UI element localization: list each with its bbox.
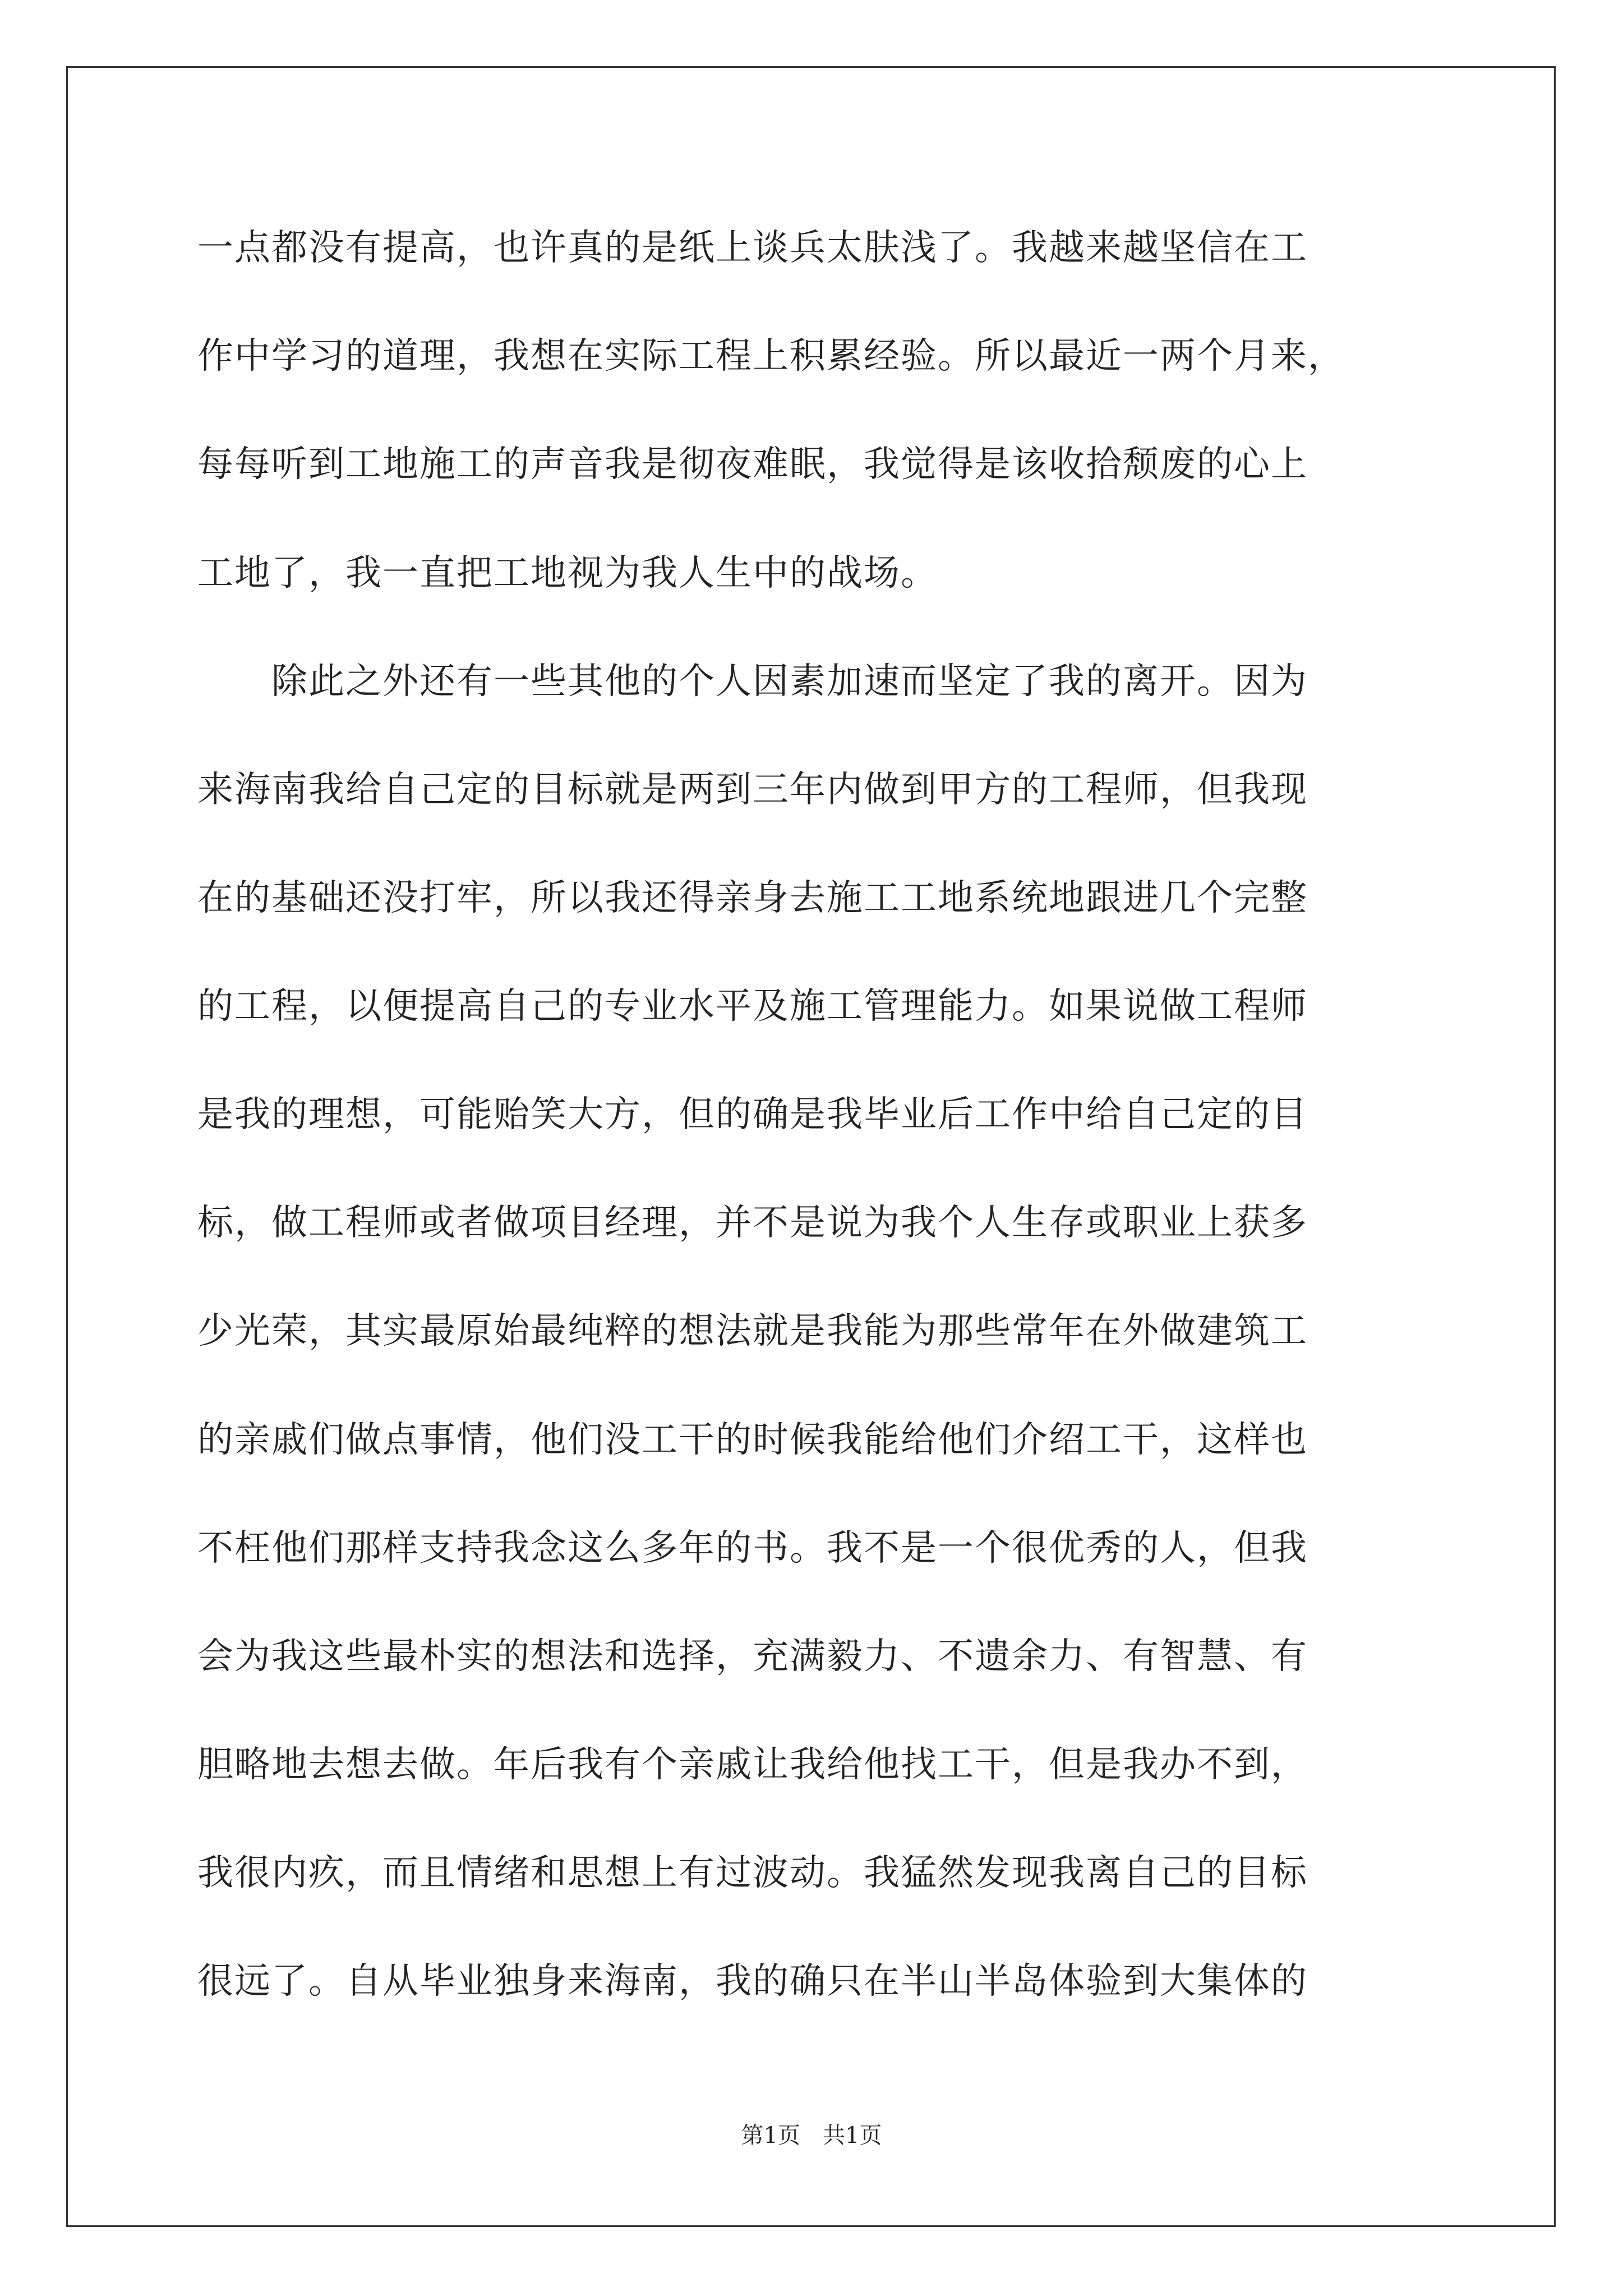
text-line: 工地了，我一直把工地视为我人生中的战场。 <box>197 553 938 594</box>
text-line: 少光荣，其实最原始最纯粹的想法就是我能为那些常年在外做建筑工 <box>197 1310 1308 1352</box>
page-footer: 第1页 共1页 <box>741 2123 882 2148</box>
text-line: 会为我这些最朴实的想法和选择，充满毅力、不遗余力、有智慧、有 <box>197 1636 1308 1677</box>
page-border <box>66 66 1556 2227</box>
text-line: 作中学习的道理，我想在实际工程上积累经验。所以最近一两个月来， <box>197 335 1345 377</box>
text-line: 来海南我给自己定的目标就是两到三年内做到甲方的工程师，但我现 <box>197 769 1308 811</box>
text-line: 是我的理想，可能贻笑大方，但的确是我毕业后工作中给自己定的目 <box>197 1094 1308 1135</box>
text-line: 的亲戚们做点事情，他们没工干的时候我能给他们介绍工干，这样也 <box>197 1419 1308 1461</box>
text-line: 除此之外还有一些其他的个人因素加速而坚定了我的离开。因为 <box>197 661 1308 702</box>
text-line: 不枉他们那样支持我念这么多年的书。我不是一个很优秀的人，但我 <box>197 1527 1308 1569</box>
text-line: 的工程，以便提高自己的专业水平及施工管理能力。如果说做工程师 <box>197 986 1308 1027</box>
text-line: 胆略地去想去做。年后我有个亲戚让我给他找工干，但是我办不到， <box>197 1744 1308 1786</box>
text-line: 一点都没有提高，也许真的是纸上谈兵太肤浅了。我越来越坚信在工 <box>197 227 1308 269</box>
text-line: 标，做工程师或者做项目经理，并不是说为我个人生存或职业上获多 <box>197 1202 1308 1244</box>
text-line: 在的基础还没打牢，所以我还得亲身去施工工地系统地跟进几个完整 <box>197 877 1308 919</box>
text-line: 我很内疚，而且情绪和思想上有过波动。我猛然发现我离自己的目标 <box>197 1852 1308 1894</box>
text-line: 每每听到工地施工的声音我是彻夜难眠，我觉得是该收拾颓废的心上 <box>197 444 1308 485</box>
text-line: 很远了。自从毕业独身来海南，我的确只在半山半岛体验到大集体的 <box>197 1961 1308 2002</box>
